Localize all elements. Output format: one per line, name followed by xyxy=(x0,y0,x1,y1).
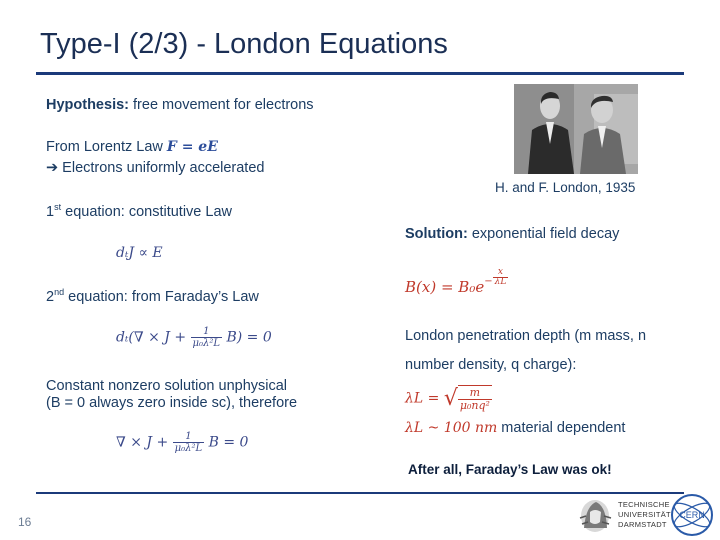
constant-line-1: Constant nonzero solution unphysical xyxy=(46,378,288,394)
photo-caption: H. and F. London, 1935 xyxy=(495,180,636,195)
lorentz-formula: F = eE xyxy=(166,139,218,155)
lambda-formula: λL = √ $\frac{m}{\text{μ₀nq²}}$ xyxy=(405,386,490,412)
lambda-approx: λL ~ 100 nm xyxy=(405,420,498,436)
second-equation-heading: 2nd equation: from Faraday’s Law xyxy=(46,287,259,305)
lorentz-prefix: From Lorentz Law xyxy=(46,139,163,155)
tu-darmstadt-logo-icon xyxy=(574,498,616,534)
first-equation-heading: 1st equation: constitutive Law xyxy=(46,202,232,220)
cern-logo-icon xyxy=(668,492,716,538)
tu-darmstadt-logo-text: TECHNISCHE UNIVERSITÄT DARMSTADT xyxy=(618,500,671,529)
hypothesis-text: free movement for electrons xyxy=(133,97,314,113)
equation-2: dₜ(∇ × J + $\frac{1}{\text{μ₀λ²L}}$ B) = 0 xyxy=(116,326,272,349)
lambda-approx-line xyxy=(405,420,625,436)
conclusion-text: After all, Faraday’s Law was ok! xyxy=(408,462,612,477)
page-number: 16 xyxy=(18,515,32,529)
accelerated-line: ➔ Electrons uniformly accelerated xyxy=(46,160,265,176)
penetration-depth-line-2: number density, q charge): xyxy=(405,357,577,373)
london-brothers-photo xyxy=(514,84,638,174)
photo-image xyxy=(514,84,638,174)
material-dependent: material dependent xyxy=(501,420,626,436)
constant-line-2: (B = 0 always zero inside sc), therefore xyxy=(46,395,298,411)
hypothesis-line xyxy=(46,97,314,113)
hypothesis-label: Hypothesis: xyxy=(46,97,129,113)
solution-label: Solution: xyxy=(405,226,468,242)
decay-formula: B(x) = B₀e− $\frac{x}{\lambda L}$ xyxy=(405,267,507,296)
cern-logo-text: CERN xyxy=(679,510,705,520)
title-underline xyxy=(36,72,684,75)
lorentz-line xyxy=(46,139,218,155)
equation-3: ∇ × J + $\frac{1}{\text{μ₀λ²L}}$ B = 0 xyxy=(116,431,249,454)
footer-rule xyxy=(36,492,684,494)
solution-line xyxy=(405,226,619,242)
equation-1: dₜJ ∝ E xyxy=(116,245,163,261)
solution-text: exponential field decay xyxy=(471,226,620,242)
penetration-depth-line-1: London penetration depth (m mass, n xyxy=(405,328,647,344)
slide-title: Type-I (2/3) - London Equations xyxy=(40,28,448,60)
